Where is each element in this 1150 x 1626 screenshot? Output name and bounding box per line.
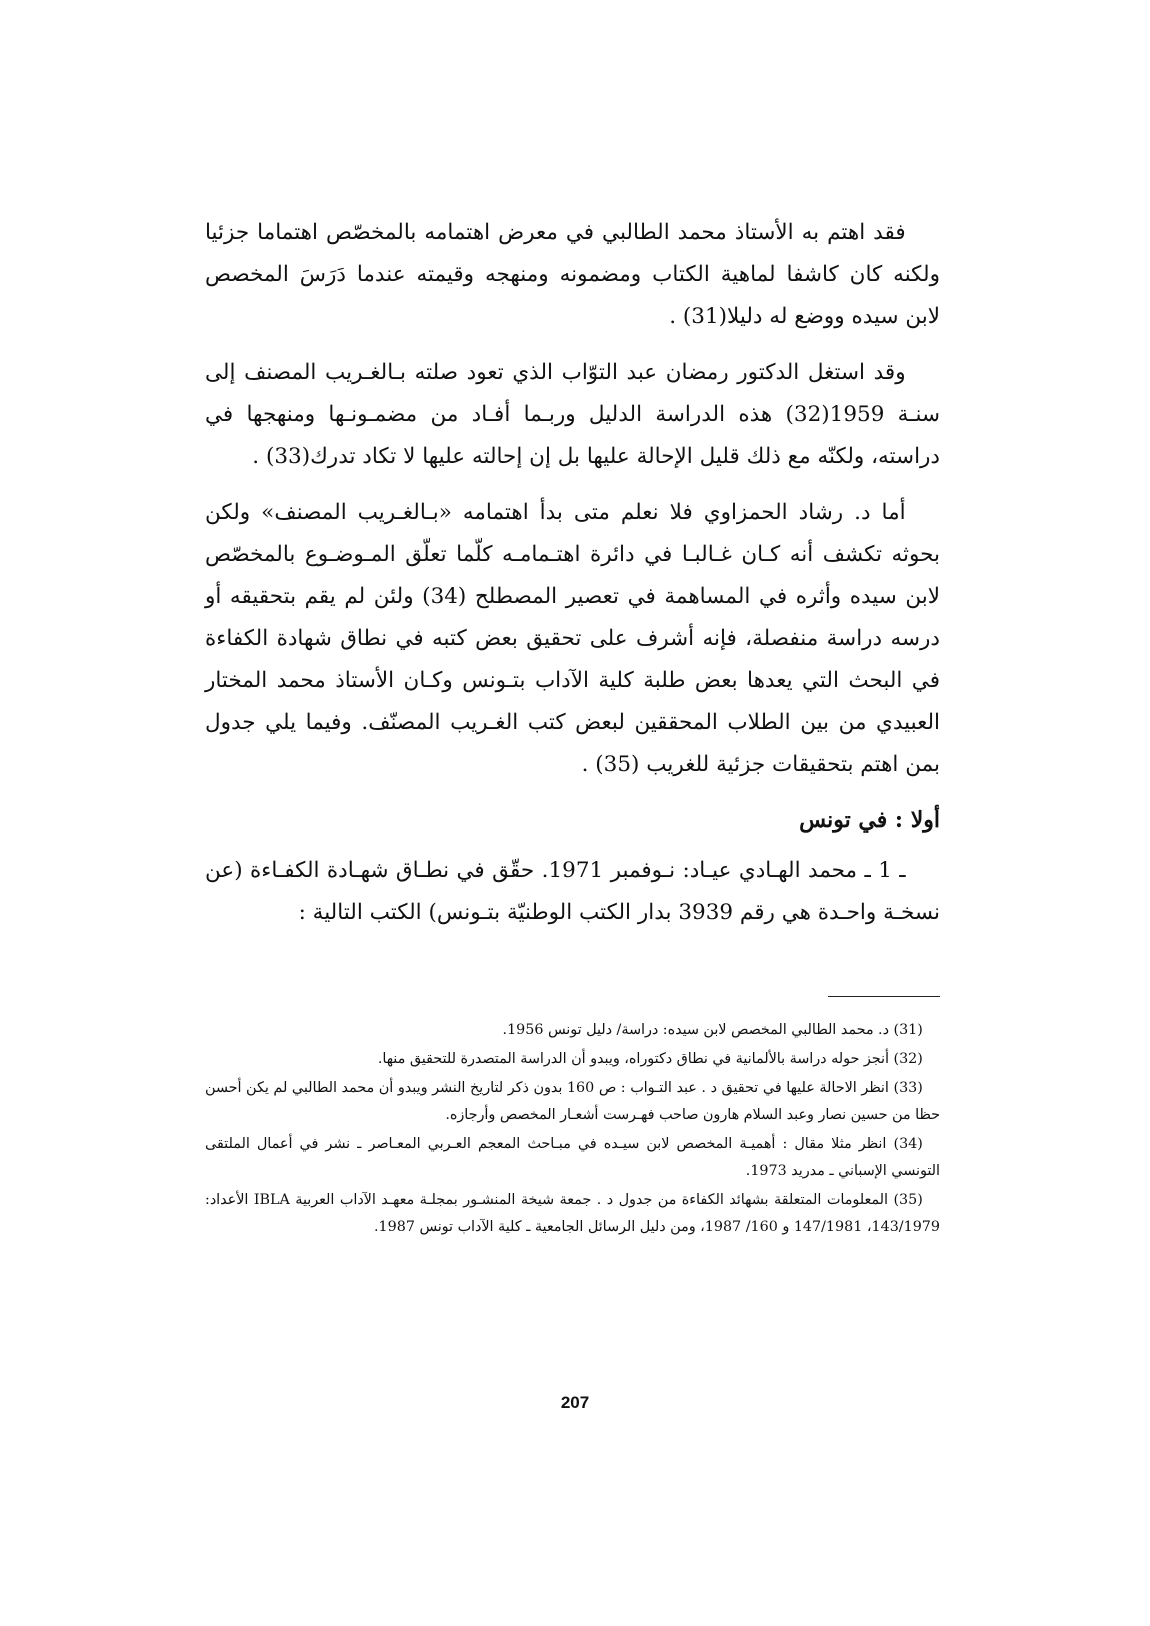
footnote-separator (828, 996, 940, 997)
footnote-32: (32) أنجز حوله دراسة بالألمانية في نطاق دكتوراه، ويبدو أن الدراسة المتصدرة للتحقيق منها. (377, 1051, 923, 1067)
footnotes (205, 1017, 940, 1241)
item-paragraph: ـ 1 ـ محمد الهـادي عيـاد: نـوفمبر 1971. حقّق في نطـاق شهـادة الكفـاءة (عن نسخـة واحـدة هي رقم 3939 بدار الكتب الوطنيّة بتـونس) الكتب التالية : (205, 858, 940, 925)
body-paragraph-1: فقد اهتم به الأستاذ محمد الطالبي في معرض اهتمامه بالمخصّص اهتماما جزئيا ولكنه كان كاشفا لماهية الكتاب ومضمونه ومنهجه وقيمته عندما دَرَسَ المخصص لابن سيده ووضع له دليلا(31) . (205, 220, 940, 329)
footnote-34: (34) انظر مثلا مقال : أهميـة المخصص لابن سيـده في مبـاحث المعجم العـربي المعـاصر ـ نشر في أعمال الملتقى التونسي الإسباني ـ مدريد 1973. (205, 1136, 940, 1179)
footnote-35: (35) المعلومات المتعلقة بشهائد الكفاءة من جدول د . جمعة شيخة المنشـور بمجلـة معهـد الآداب العربية IBLA الأعداد: 143/1979، 147/1981 و 160/ 1987، ومن دليل الرسائل الجامعية ـ كلية الآداب تونس 1987. (205, 1192, 940, 1235)
page-content (205, 212, 940, 1243)
footnote-31: (31) د. محمد الطالبي المخصص لابن سيده: دراسة/ دليل تونس 1956. (502, 1022, 923, 1038)
page-number: 207 (560, 1393, 590, 1412)
body-paragraph-3: أما د. رشاد الحمزاوي فلا نعلم متى بدأ اهتمامه «بـالغـريب المصنف» ولكن بحوثه تكشف أنه كـان غـالبـا في دائرة اهتـمامـه كلّما تعلّق المـوضـوع بالمخصّص لابن سيده وأثره في المساهمة في تعصير المصطلح (34) ولئن لم يقم بتحقيقه أو درسه دراسة منفصلة، فإنه أشرف على تحقيق بعض كتبه في نطاق شهادة الكفاءة في البحث التي يعدها بعض طلبة كلية الآداب بتـونس وكـان الأستاذ محمد المختار العبيدي من بين الطلاب المحققين لبعض كتب الغـريب المصنّف. وفيما يلي جدول بمن اهتم بتحقيقات جزئية للغريب (35) . (205, 500, 940, 777)
footnote-33: (33) انظر الاحالة عليها في تحقيق د . عبد التـواب : ص 160 بدون ذكر لتاريخ النشر ويبدو أن محمد الطالبي لم يكن أحسن حظا من حسين نصار وعبد السلام هارون صاحب فهـرست أشعـار المخصص وأرجازه. (205, 1080, 940, 1123)
section-heading: أولا : في تونس (799, 807, 940, 833)
body-paragraph-2: وقد استغل الدكتور رمضان عبد التوّاب الذي تعود صلته بـالغـريب المصنف إلى سنـة 1959(32) هذه الدراسة الدليل وربـما أفـاد من مضمـونـها ومنهجها في دراسته، ولكنّه مع ذلك قليل الإحالة عليها بل إن إحالته عليها لا تكاد تدرك(33) . (205, 360, 940, 469)
